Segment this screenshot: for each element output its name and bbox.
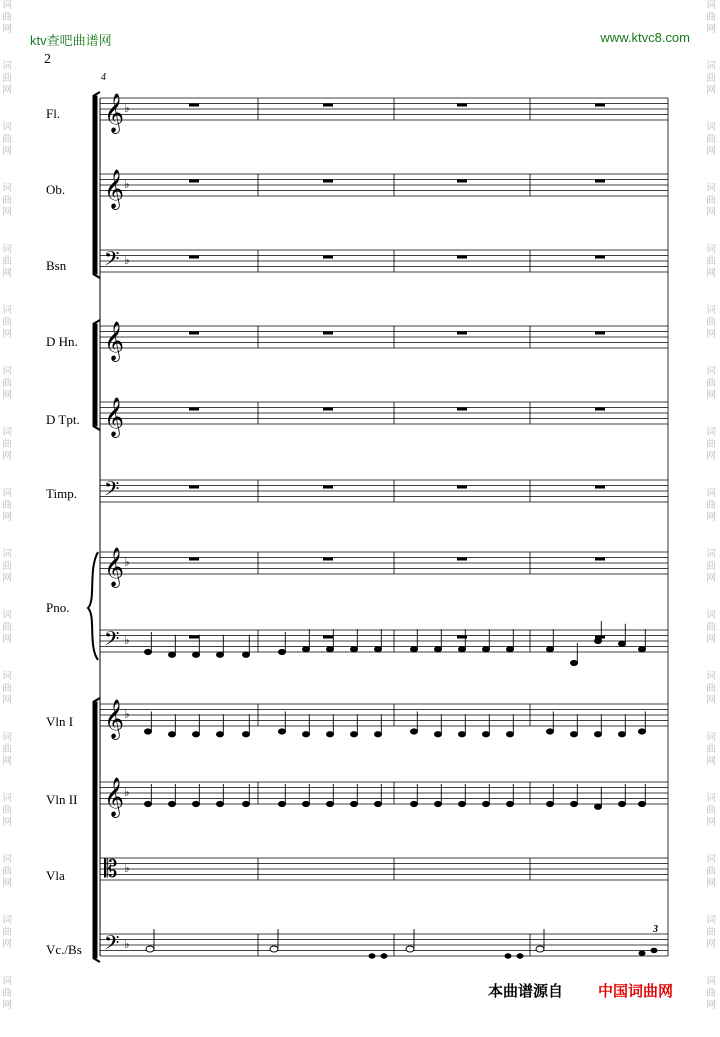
whole-rest-icon [323, 558, 333, 561]
sixteenth-note-head [505, 954, 511, 958]
note-head [595, 638, 602, 643]
note-head [459, 732, 466, 737]
note-head [193, 732, 200, 737]
note-head [303, 647, 310, 652]
flat-key-signature-icon: ♭ [124, 785, 130, 799]
note-head [193, 652, 200, 657]
instrument-label-violin2: Vln II [46, 792, 78, 807]
bass-clef-icon: 𝄢 [104, 931, 120, 959]
instrument-label-violin1: Vln I [46, 714, 74, 729]
note-head [351, 801, 358, 806]
whole-rest-icon [595, 180, 605, 183]
note-head [375, 647, 382, 652]
whole-rest-icon [189, 180, 199, 183]
note-head [507, 801, 514, 806]
treble-clef-icon: 𝄞 [104, 699, 125, 739]
side-watermark-left: 词 曲 网 词 曲 网 词 曲 网 词 曲 网 词 曲 网 词 曲 网 词 曲 网 词 曲 网 词 曲 网 词 曲 网 词 曲 网 词 曲 网 词 曲 网 词 曲 网 词 曲 网 词 曲 网 词 曲 网 [2, 0, 12, 1011]
whole-rest-icon [595, 486, 605, 489]
flat-key-signature-icon: ♭ [124, 937, 130, 951]
flat-key-signature-icon: ♭ [124, 101, 130, 115]
whole-rest-icon [323, 180, 333, 183]
instrument-label-bassoon: Bsn [46, 258, 67, 273]
whole-rest-icon [189, 486, 199, 489]
whole-rest-icon [595, 408, 605, 411]
note-head [375, 801, 382, 806]
note-head [639, 801, 646, 806]
woodwind-bracket-bottom [93, 274, 100, 278]
bass-clef-icon: 𝄢 [104, 247, 120, 275]
note-head [507, 732, 514, 737]
treble-clef-icon: 𝄞 [104, 169, 125, 209]
bass-clef-icon: 𝄢 [104, 477, 120, 505]
footer-site-link[interactable]: 中国词曲网 [598, 982, 674, 1000]
brass-bracket-bottom [93, 426, 100, 430]
note-head [303, 801, 310, 806]
strings-bracket-top [93, 698, 100, 702]
instrument-label-horn: D Hn. [46, 334, 78, 349]
note-head [571, 660, 578, 665]
whole-rest-icon [595, 256, 605, 259]
half-note-head [270, 946, 278, 952]
note-head [375, 732, 382, 737]
treble-clef-icon: 𝄞 [104, 321, 125, 361]
instrument-label-trumpet: D Tpt. [46, 412, 80, 427]
measure-number: 4 [101, 72, 106, 83]
instrument-label-piano: Pno. [46, 600, 70, 615]
note-head [217, 652, 224, 657]
note-head [639, 647, 646, 652]
barlines [100, 98, 668, 956]
instrument-label-timpani: Timp. [46, 486, 77, 501]
whole-rests [189, 104, 605, 639]
note-head [483, 801, 490, 806]
whole-rest-icon [457, 104, 467, 107]
half-note-head [406, 946, 414, 952]
whole-rest-icon [595, 558, 605, 561]
page-number: 2 [44, 52, 51, 67]
whole-rest-icon [189, 636, 199, 639]
note-head [619, 801, 626, 806]
note-head [145, 801, 152, 806]
note-head [243, 652, 250, 657]
flat-key-signature-icon: ♭ [124, 555, 130, 569]
whole-rest-icon [457, 180, 467, 183]
brass-bracket [93, 324, 97, 426]
instrument-label-oboe: Ob. [46, 182, 66, 197]
note-head [483, 647, 490, 652]
bass-clef-icon: 𝄢 [104, 627, 120, 655]
treble-clef-icon: 𝄞 [104, 397, 125, 437]
piano-brace [88, 552, 98, 660]
staff-lines [100, 98, 668, 956]
note-head [327, 732, 334, 737]
whole-rest-icon [189, 332, 199, 335]
flat-key-signature-icon: ♭ [124, 177, 130, 191]
note-head [327, 801, 334, 806]
note-head [595, 804, 602, 809]
whole-rest-icon [189, 104, 199, 107]
note-head [547, 647, 554, 652]
whole-rest-icon [595, 104, 605, 107]
half-note-head [536, 946, 544, 952]
sixteenth-note-head [369, 954, 375, 958]
woodwind-bracket-top [93, 92, 100, 96]
whole-rest-icon [457, 408, 467, 411]
note-head [351, 732, 358, 737]
whole-rest-icon [457, 256, 467, 259]
whole-rest-icon [323, 636, 333, 639]
note-head [193, 801, 200, 806]
note-head [459, 647, 466, 652]
flat-key-signature-icon: ♭ [124, 707, 130, 721]
brackets [88, 92, 100, 962]
note-head [145, 649, 152, 654]
sixteenth-note-head [651, 948, 657, 952]
flat-key-signature-icon: ♭ [124, 253, 130, 267]
sixteenth-note-head [517, 954, 523, 958]
note-head [639, 729, 646, 734]
note-head [243, 801, 250, 806]
string-notes [145, 621, 658, 958]
clefs [104, 93, 130, 959]
treble-clef-icon: 𝄞 [104, 547, 125, 587]
note-head [169, 801, 176, 806]
note-head [169, 732, 176, 737]
note-head [571, 732, 578, 737]
note-head [279, 729, 286, 734]
woodwind-bracket [93, 96, 97, 274]
note-head [145, 729, 152, 734]
note-head [411, 801, 418, 806]
note-head [279, 801, 286, 806]
instrument-label-cello-bass: Vc./Bs [46, 942, 82, 957]
note-head [547, 729, 554, 734]
note-head [619, 732, 626, 737]
whole-rest-icon [323, 104, 333, 107]
note-head [303, 732, 310, 737]
note-head [435, 801, 442, 806]
whole-rest-icon [323, 256, 333, 259]
header-site-url[interactable]: www.ktvc8.com [600, 30, 690, 45]
note-head [243, 732, 250, 737]
sixteenth-note-head [639, 951, 645, 955]
note-head [411, 729, 418, 734]
note-head [459, 801, 466, 806]
instrument-label-viola: Vla [46, 868, 65, 883]
whole-rest-icon [457, 332, 467, 335]
note-head [327, 647, 334, 652]
half-note-head [146, 946, 154, 952]
note-head [595, 732, 602, 737]
whole-rest-icon [457, 486, 467, 489]
whole-rest-icon [323, 408, 333, 411]
note-head [547, 801, 554, 806]
whole-rest-icon [323, 486, 333, 489]
note-head [217, 801, 224, 806]
whole-rest-icon [323, 332, 333, 335]
note-head [411, 647, 418, 652]
note-head [435, 647, 442, 652]
header-site-name: ktv查吧曲谱网 [30, 33, 112, 48]
strings-bracket [93, 702, 97, 958]
note-head [217, 732, 224, 737]
brass-bracket-top [93, 320, 100, 324]
note-head [435, 732, 442, 737]
flat-key-signature-icon: ♭ [124, 861, 130, 875]
treble-clef-icon: 𝄞 [104, 93, 125, 133]
footer-source-text: 本曲谱源自 [488, 982, 564, 1000]
note-head [483, 732, 490, 737]
note-head [169, 652, 176, 657]
tuplet-mark: 3 [653, 924, 658, 935]
treble-clef-icon: 𝄞 [104, 777, 125, 817]
side-watermark-right: 词 曲 网 词 曲 网 词 曲 网 词 曲 网 词 曲 网 词 曲 网 词 曲 网 词 曲 网 词 曲 网 词 曲 网 词 曲 网 词 曲 网 词 曲 网 词 曲 网 词 曲 网 词 曲 网 词 曲 网 [706, 0, 716, 1011]
instrument-label-flute: Fl. [46, 106, 61, 121]
whole-rest-icon [595, 332, 605, 335]
flat-key-signature-icon: ♭ [124, 633, 130, 647]
sixteenth-note-head [381, 954, 387, 958]
note-head [507, 647, 514, 652]
strings-bracket-bottom [93, 958, 100, 962]
note-head [571, 801, 578, 806]
whole-rest-icon [189, 558, 199, 561]
whole-rest-icon [189, 256, 199, 259]
note-head [351, 647, 358, 652]
whole-rest-icon [189, 408, 199, 411]
note-head [279, 649, 286, 654]
note-head [619, 641, 626, 646]
whole-rest-icon [457, 558, 467, 561]
alto-clef-icon: 𝄡 [104, 855, 118, 883]
